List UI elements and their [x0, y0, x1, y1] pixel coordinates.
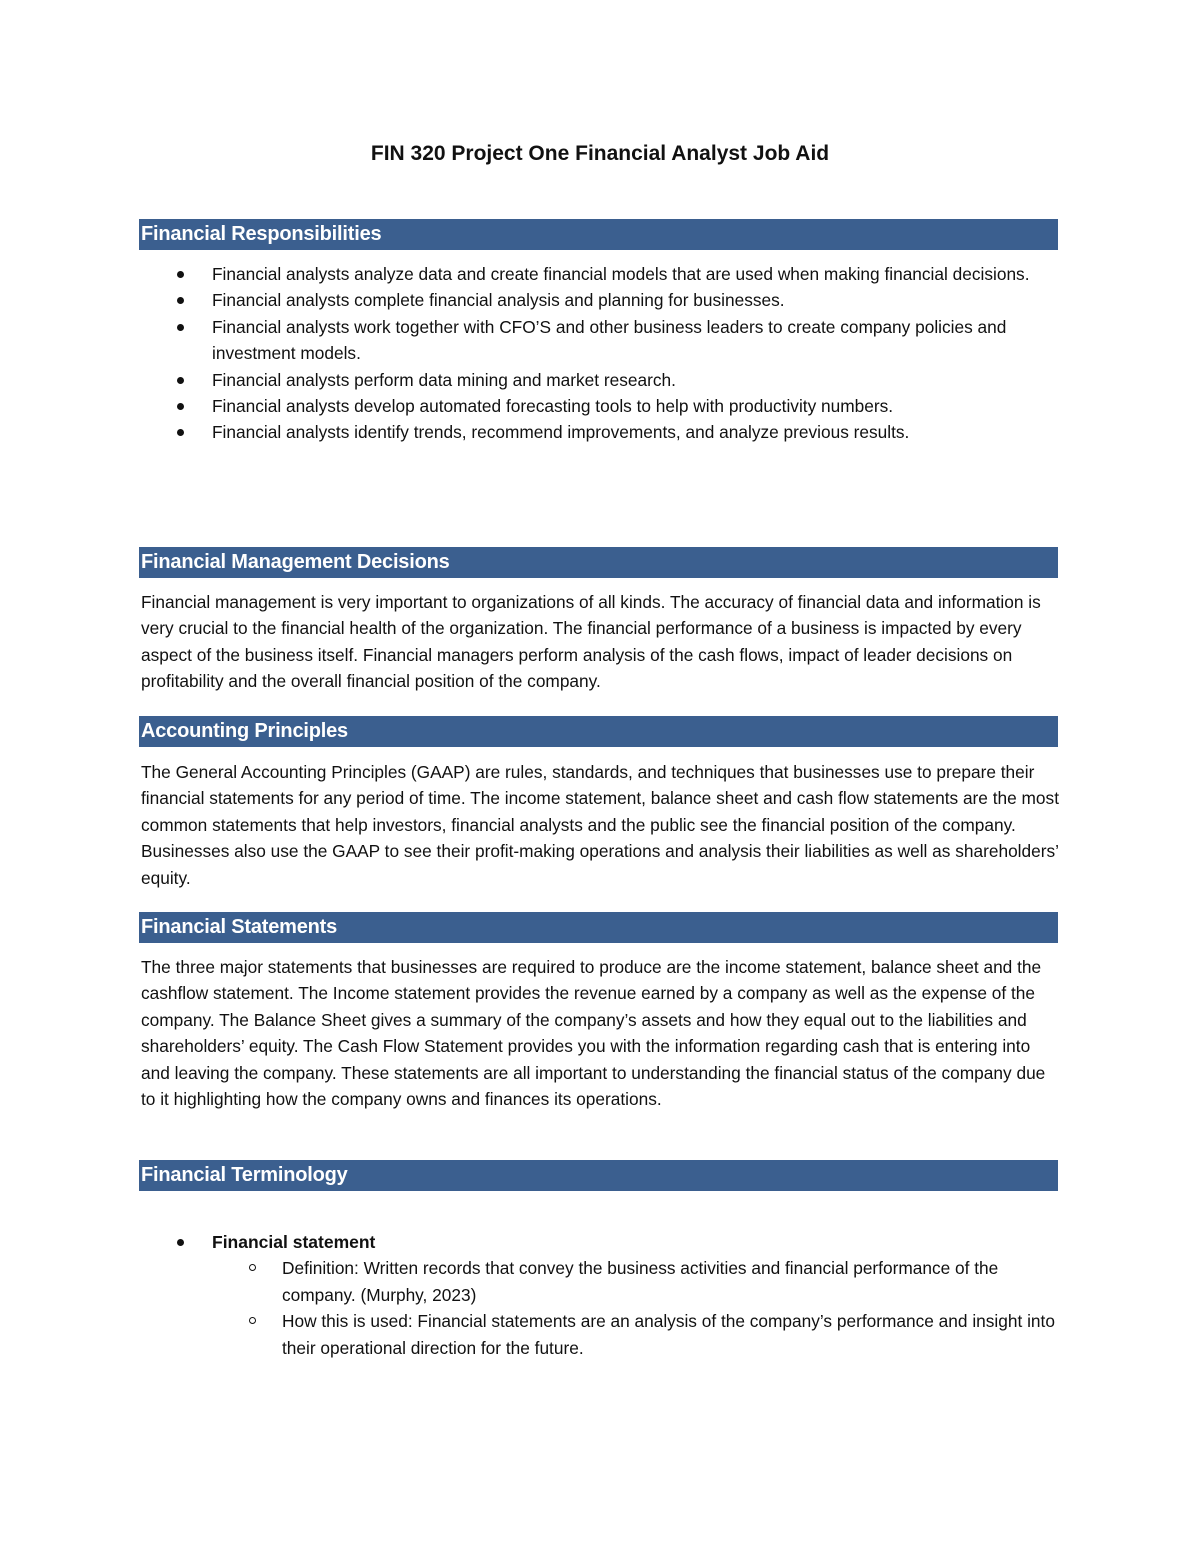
- section-heading-management: Financial Management Decisions: [139, 547, 1058, 578]
- term-usage: How this is used: Financial statements are an analysis of the company’s performance and insight into their operational direction for the future.: [139, 1308, 1059, 1361]
- section-heading-terminology: Financial Terminology: [139, 1160, 1058, 1191]
- management-paragraph: Financial management is very important to organizations of all kinds. The accuracy of financial data and information is very crucial to the financial health of the organization. The financial performance of a business is impacted by every aspect of the business itself. Financial managers perform analysis of the cash flows, impact of leader decisions on profitability and the overall financial position of the company.: [141, 592, 1041, 692]
- list-item: Financial analysts work together with CFO’S and other business leaders to create company policies and investment models.: [139, 314, 1059, 367]
- list-item: Financial analysts complete financial analysis and planning for businesses.: [139, 287, 1059, 313]
- list-item: Financial analysts perform data mining and market research.: [139, 367, 1059, 393]
- list-item: Financial analysts identify trends, recommend improvements, and analyze previous results.: [139, 419, 1059, 445]
- bullet-icon: [177, 271, 184, 278]
- circle-bullet-icon: [249, 1264, 256, 1271]
- bullet-icon: [177, 1239, 184, 1246]
- term-definition: Definition: Written records that convey the business activities and financial performance of the company. (Murphy, 2023): [139, 1255, 1059, 1308]
- section-heading-statements: Financial Statements: [139, 912, 1058, 943]
- document-title: FIN 320 Project One Financial Analyst Job Aid: [370, 142, 830, 165]
- bullet-icon: [177, 377, 184, 384]
- statements-paragraph: The three major statements that businesses are required to produce are the income statement, balance sheet and the cashflow statement. The Income statement provides the revenue earned by a company as well as the expense of the company. The Balance Sheet gives a summary of the company’s assets and how they equal out to the liabilities and shareholders’ equity. The Cash Flow Statement provides you with the information regarding cash that is entering into and leaving the company. These statements are all important to understanding the financial status of the company due to it highlighting how the company owns and finances its operations.: [141, 957, 1046, 1110]
- list-item: Financial analysts analyze data and create financial models that are used when making financial decisions.: [139, 261, 1059, 287]
- section-heading-responsibilities: Financial Responsibilities: [139, 219, 1058, 250]
- list-item: Financial analysts develop automated forecasting tools to help with productivity numbers.: [139, 393, 1059, 419]
- bullet-icon: [177, 429, 184, 436]
- responsibilities-list: [139, 261, 1059, 446]
- bullet-icon: [177, 324, 184, 331]
- term-title: Financial statement: [139, 1229, 1059, 1255]
- section-heading-accounting: Accounting Principles: [139, 716, 1058, 747]
- circle-bullet-icon: [249, 1317, 256, 1324]
- term-item: [139, 1229, 1059, 1361]
- bullet-icon: [177, 403, 184, 410]
- accounting-paragraph: The General Accounting Principles (GAAP) are rules, standards, and techniques that businesses use to prepare their financial statements for any period of time. The income statement, balance sheet and cash flow statements are the most common statements that help investors, financial analysts and the public see the financial position of the company. Businesses also use the GAAP to see their profit-making operations and analysis their liabilities as well as shareholders’ equity.: [141, 762, 1059, 888]
- bullet-icon: [177, 297, 184, 304]
